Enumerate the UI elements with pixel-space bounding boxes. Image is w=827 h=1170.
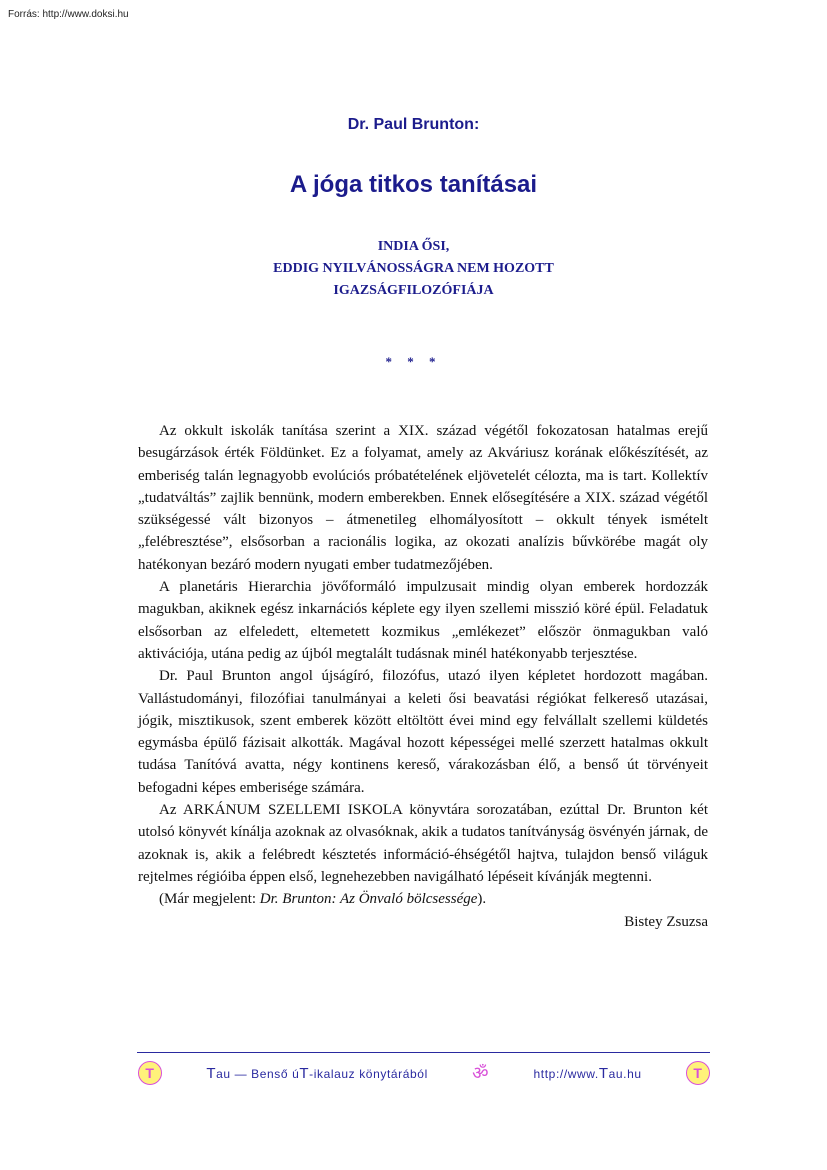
paragraph-4: Az ARKÁNUM SZELLEMI ISKOLA könyvtára sorozatában, ezúttal Dr. Brunton két utolsó könyvét kínálja azoknak az olvasóknak, akik a tudatos tanítványság ösvényén járnak, de azoknak is, akik a felébredt késztetés információ-éhségétől hajtva, tulajdon benső világuk rejtelmes régióiba éppen első, legnehezebben navigálható lépéseit kívánják megtenni. [138,802,708,885]
footer-tagline-t1: T [206,1064,217,1082]
footer-tagline-text2: -ikalauz könytárából [309,1066,428,1081]
footer-url-prefix: http://www. [533,1066,599,1081]
footer [138,1058,710,1088]
tau-logo-letter-right: T [693,1065,703,1081]
footer-tagline-t2: T [299,1064,310,1082]
published-note-prefix: (Már megjelent: [159,891,260,908]
author-heading: Dr. Paul Brunton: [347,116,480,133]
body-text [138,420,708,933]
footer-tagline [206,1065,428,1082]
published-note-suffix: ). [477,891,487,908]
footer-url[interactable] [534,1065,642,1082]
footer-url-suffix: au.hu [608,1066,642,1081]
subtitle [0,236,827,302]
footer-divider [137,1052,710,1053]
published-note-title: Dr. Brunton: Az Önvaló bölcsessége [259,891,478,908]
subtitle-line-3: IGAZSÁGFILOZÓFIÁJA [333,283,494,298]
tau-logo-letter-left: T [145,1065,155,1081]
paragraph-2: A planetáris Hierarchia jövőformáló impulzusait mindig olyan emberek hordozzák magukban, akiknek egész inkarnációs képlete egy ilyen szellemi misszió köré épül. Feladatuk elsősorban az elfeledett, eltemetett kozmikus „emlékezet” először önmagukban való aktivációja, utána pedig az újból megtalált tudásnak minél hatékonyabb terjesztése. [138,579,708,662]
footer-tagline-text1: au — Benső ú [216,1066,300,1081]
footer-url-t: T [598,1064,609,1082]
paragraph-3: Dr. Paul Brunton angol újságíró, filozófus, utazó ilyen képletet hordozott magában. Vallástudományi, filozófiai tanulmányai a keleti ősi beavatási régiókat felkereső utazásai, jógik, misztikusok, szent emberek között eltöltött évei mind egy felvállalt szellemi küldetés egymásba épülő fázisait alkották. Magával hozott képességei mellé szerzett hatalmas okkult tudása Tanítóvá avatta, négy kontinens kereső, várakozásban élő, a benső út törvényeit befogadni képes emberisége számára. [138,668,708,796]
signature: Bistey Zsuzsa [624,913,708,930]
subtitle-line-1: INDIA ŐSI, [377,239,450,254]
paragraph-1: Az okkult iskolák tanítása szerint a XIX. század végétől fokozatosan hatalmas erejű besugárzások érték Földünket. Ez a folyamat, amely az Akváriusz korának előkészítését, az emberiség talán legnagyobb evolúciós próbatételének eljövetelét célozta, ma is tart. Kollektív „tudatváltás” zajlik bennünk, modern emberekben. Ennek elősegítésére a XIX. század végétől szükségessé vált bizonyos – átmenetileg elhomályosított – okkult tények ismételt „felébresztése”, elsősorban a racionális logika, az okozati analízis bűvkörébe magát oly hatékonyan bezáró modern nyugati ember tudatmezőjében. [138,423,708,573]
tau-logo-icon-right [686,1061,710,1085]
published-note [138,888,708,910]
page-title: A jóga titkos tanításai [289,171,538,198]
om-symbol-icon: ॐ [472,1063,490,1083]
tau-logo-icon-left [138,1061,162,1085]
source-label: Forrás: http://www.doksi.hu [8,9,129,20]
section-separator: * * * [385,354,442,369]
subtitle-line-2: EDDIG NYILVÁNOSSÁGRA NEM HOZOTT [273,261,554,276]
